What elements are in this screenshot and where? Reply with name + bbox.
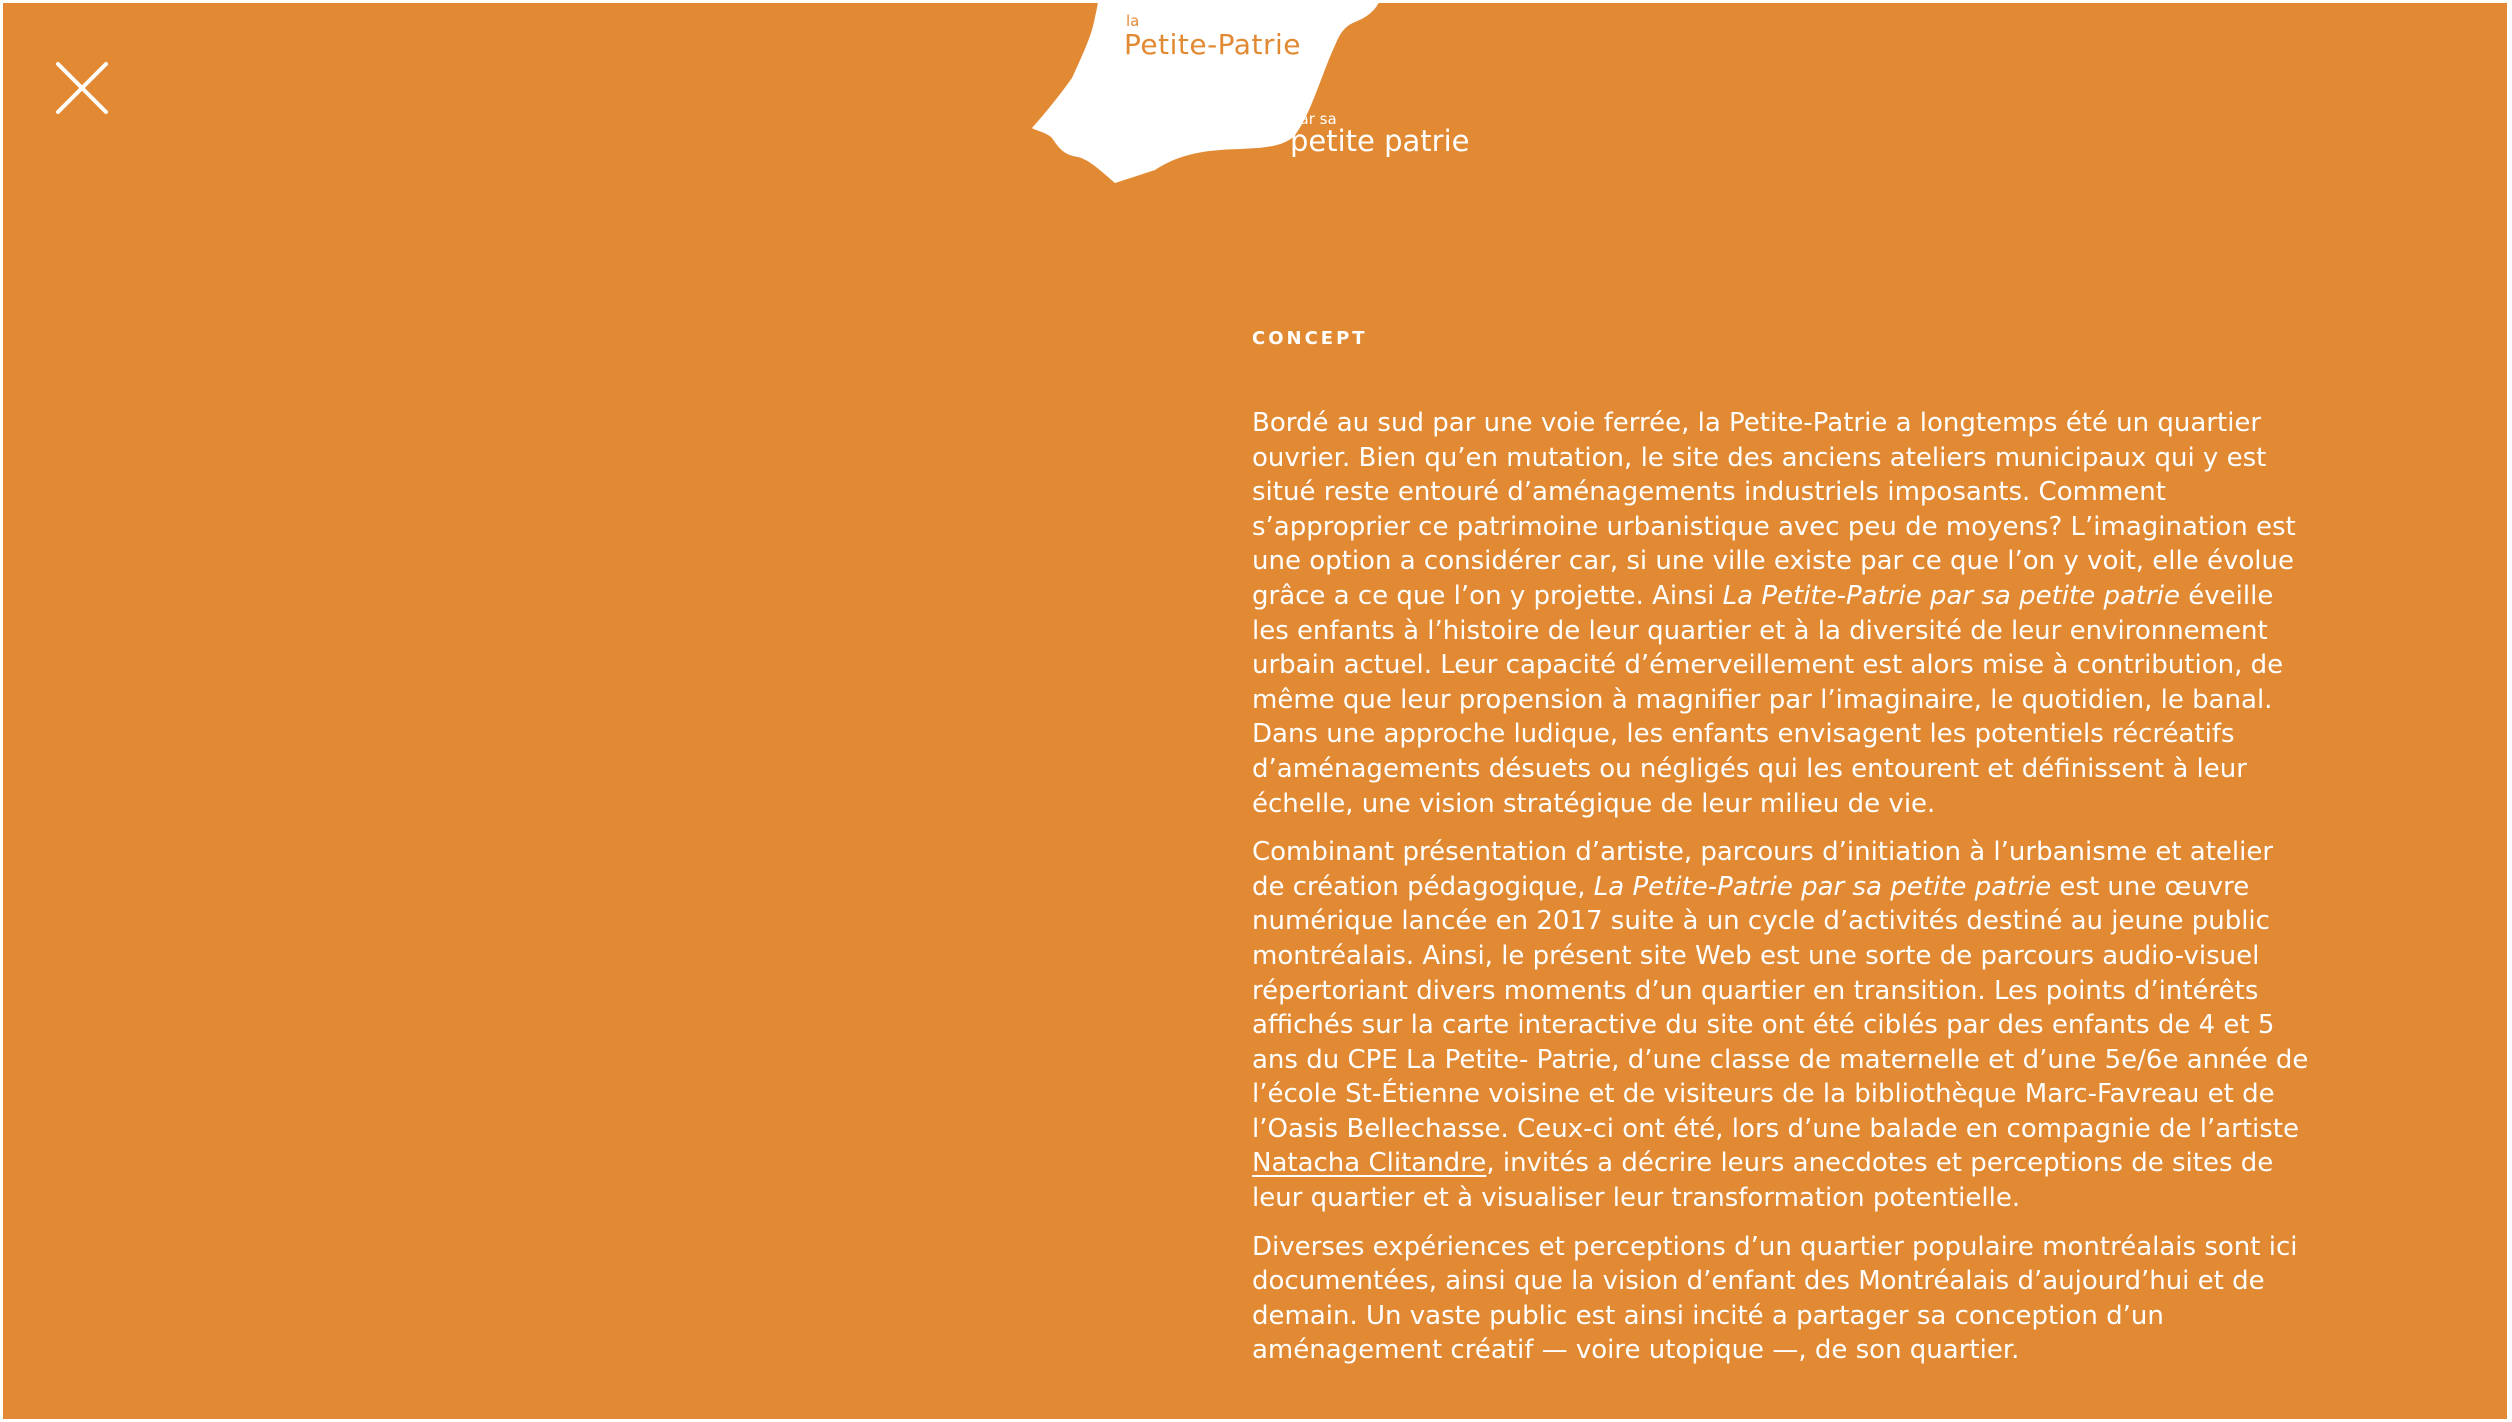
artist-link[interactable]: Natacha Clitandre xyxy=(1252,1148,1487,1179)
paragraph-text: Bordé au sud par une voie ferrée, la Petite-Patrie a longtemps été un quartier ouvrier. Bien qu’en mutation, le site des anciens ateliers municipaux qui y est situé reste entouré d’aménagements industriels imposants. Comment s’approprier ce patrimoine urbanistique avec peu de moyens? L’imagination est une option a considérer car, si une ville existe par ce que l’on y voit, elle évolue grâce a ce que l’on y projette. Ainsi xyxy=(1252,408,2296,611)
concept-paragraph-2 xyxy=(1252,835,2312,1216)
paragraph-text: Combinant présentation d’artiste, parcours d’initiation à l’urbanisme et atelier de création pédagogique, xyxy=(1252,837,2274,902)
logo-connector: par sa xyxy=(1290,110,1337,128)
logo-article: la xyxy=(1126,12,1140,30)
paragraph-text: éveille les enfants à l’histoire de leur quartier et à la diversité de leur environnement urbain actuel. Leur capacité d’émerveillement est alors mise à contribution, de même que leur propension à magnifier par l’imaginaire, le quotidien, le banal. Dans une approche ludique, les enfants envisagent les potentiels récréatifs d’aménagements désuets ou négligés qui les entourent et définissent à leur échelle, une vision stratégique de leur milieu de vie. xyxy=(1252,580,2284,819)
logo-tagline: petite patrie xyxy=(1290,124,1470,158)
concept-paragraph-1 xyxy=(1252,406,2312,821)
project-title-italic: La Petite-Patrie par sa petite patrie xyxy=(1722,580,2181,611)
concept-section xyxy=(1252,328,2312,1382)
logo-title: Petite-Patrie xyxy=(1124,28,1301,61)
section-heading: CONCEPT xyxy=(1252,328,1368,349)
paragraph-text: est une œuvre numérique lancée en 2017 suite à un cycle d’activités destiné au jeune public montréalais. Ainsi, le présent site Web est une sorte de parcours audio-visuel répertoriant divers moments d’un quartier en transition. Les points d’intérêts affichés sur la carte interactive du site ont été ciblés par des enfants de 4 et 5 ans du CPE La Petite- Patrie, d’une classe de maternelle et d’une 5e/6e année de l’école St-Étienne voisine et de visiteurs de la bibliothèque Marc-Favreau et de l’Oasis Bellechasse. Ceux-ci ont été, lors d’une balade en compagnie de l’artiste xyxy=(1252,871,2309,1144)
site-logo[interactable] xyxy=(1020,0,1480,190)
close-icon xyxy=(52,58,112,118)
project-title-italic: La Petite-Patrie par sa petite patrie xyxy=(1593,871,2052,902)
paragraph-text: , invités a décrire leurs anecdotes et perceptions de sites de leur quartier et à visualiser leur transformation potentielle. xyxy=(1252,1148,2274,1214)
close-button[interactable] xyxy=(52,58,112,118)
concept-paragraph-3: Diverses expériences et perceptions d’un quartier populaire montréalais sont ici documentées, ainsi que la vision d’enfant des Montréalais d’aujourd’hui et de demain. Un vaste public est ainsi incité a partager sa conception d’un aménagement créatif — voire utopique —, de son quartier. xyxy=(1252,1231,2298,1366)
